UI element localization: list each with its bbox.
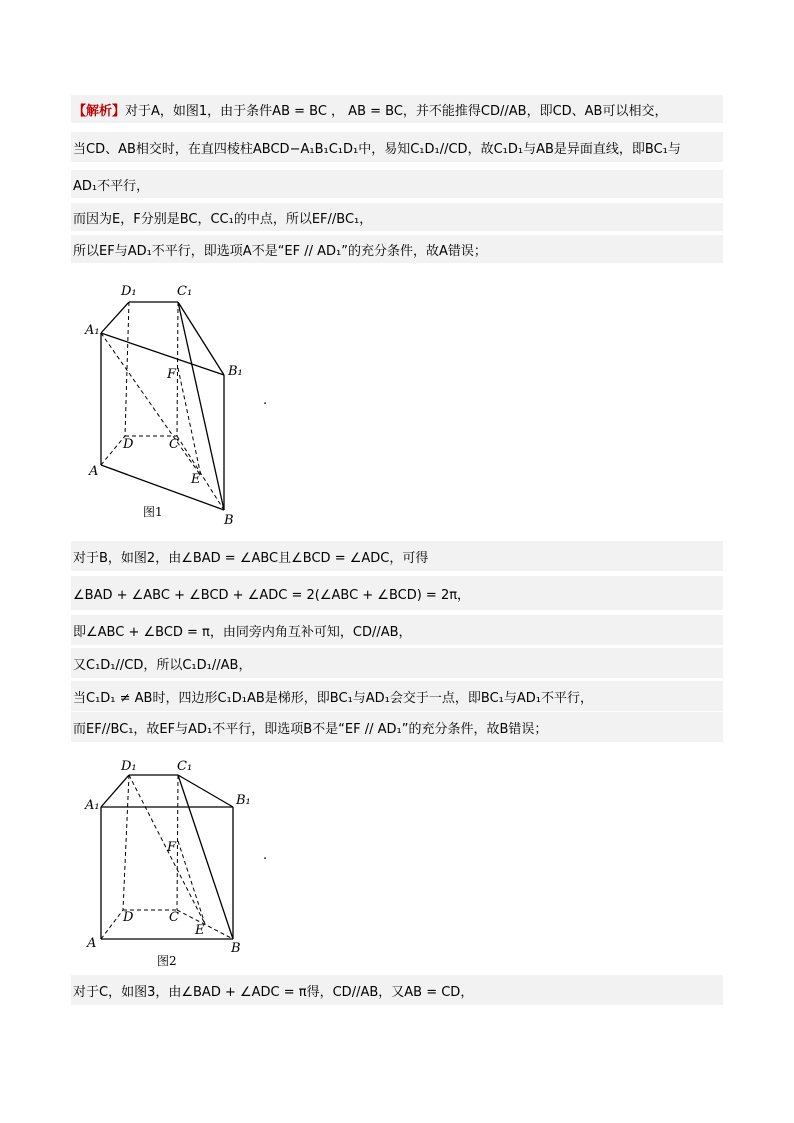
analysis-line-9: 又C₁D₁//CD，所以C₁D₁//AB， (73, 657, 252, 673)
label-F: F (167, 367, 177, 382)
label-B: B (231, 941, 241, 956)
text-line-10 (71, 681, 723, 711)
text-line-3 (71, 170, 723, 198)
figure-2 (71, 744, 261, 972)
label-E: E (195, 923, 205, 938)
analysis-line-3: AD₁不平行， (73, 178, 150, 194)
text-line-9 (71, 648, 723, 678)
trailing-dot-1: . (263, 393, 268, 408)
label-D1: D₁ (121, 284, 137, 299)
label-C: C (169, 437, 179, 452)
analysis-line-6: 对于B，如图2，由∠BAD = ∠ABC且∠BCD = ∠ADC，可得 (73, 550, 429, 566)
label-A1: A₁ (85, 323, 100, 338)
label-B1: B₁ (228, 364, 243, 379)
analysis-line-2: 当CD、AB相交时，在直四棱柱ABCD−A₁B₁C₁D₁中，易知C₁D₁//CD，故C₁D₁与AB是异面直线，即BC₁与 (73, 141, 681, 157)
text-line-4 (71, 203, 723, 231)
label-D1: D₁ (121, 759, 137, 774)
text-line-1 (71, 95, 723, 123)
prism-diagram-1 (71, 268, 261, 534)
figure-2-caption: 图2 (157, 954, 177, 968)
label-C1: C₁ (177, 284, 193, 299)
analysis-line-5: 所以EF与AD₁不平行，即选项A不是“EF // AD₁”的充分条件，故A错误； (73, 243, 487, 259)
analysis-line-7: ∠BAD + ∠ABC + ∠BCD + ∠ADC = 2(∠ABC + ∠BCD) = 2π， (73, 587, 471, 603)
label-B: B (224, 513, 234, 528)
text-line-8 (71, 615, 723, 645)
figure-1 (71, 268, 261, 534)
label-C1: C₁ (177, 759, 193, 774)
text-line-11 (71, 712, 723, 742)
label-A: A (89, 464, 99, 479)
label-D: D (123, 910, 134, 925)
analysis-line-4: 而因为E，F分别是BC，CC₁的中点，所以EF//BC₁， (73, 211, 373, 227)
label-C: C (169, 910, 179, 925)
text-line-5 (71, 235, 723, 263)
label-A: A (87, 936, 97, 951)
prism-diagram-2 (71, 744, 261, 972)
text-line-2 (71, 132, 723, 162)
label-E: E (191, 472, 201, 487)
label-A1: A₁ (85, 798, 100, 813)
text-line-6 (71, 541, 723, 571)
analysis-tag: 【解析】 (73, 103, 126, 119)
label-D: D (123, 437, 134, 452)
text-line-12 (71, 975, 723, 1005)
figure-1-caption: 图1 (143, 505, 163, 519)
label-F: F (167, 840, 177, 855)
analysis-line-12: 对于C，如图3，由∠BAD + ∠ADC = π得，CD//AB，又AB = CD， (73, 984, 474, 1000)
analysis-line-10: 当C₁D₁ ≠ AB时，四边形C₁D₁AB是梯形，即BC₁与AD₁会交于一点，即BC₁与AD₁不平行， (73, 690, 593, 706)
text-line-7 (71, 576, 723, 610)
label-B1: B₁ (236, 793, 251, 808)
trailing-dot-2: . (263, 848, 268, 863)
analysis-line-11: 而EF//BC₁，故EF与AD₁不平行，即选项B不是“EF // AD₁”的充分条件，故B错误； (73, 721, 548, 737)
analysis-line-8: 即∠ABC + ∠BCD = π，由同旁内角互补可知，CD//AB， (73, 624, 412, 640)
analysis-line-1: 【解析】对于A，如图1，由于条件AB = BC ， AB = BC，并不能推得CD//AB，即CD、AB可以相交， (73, 103, 668, 119)
